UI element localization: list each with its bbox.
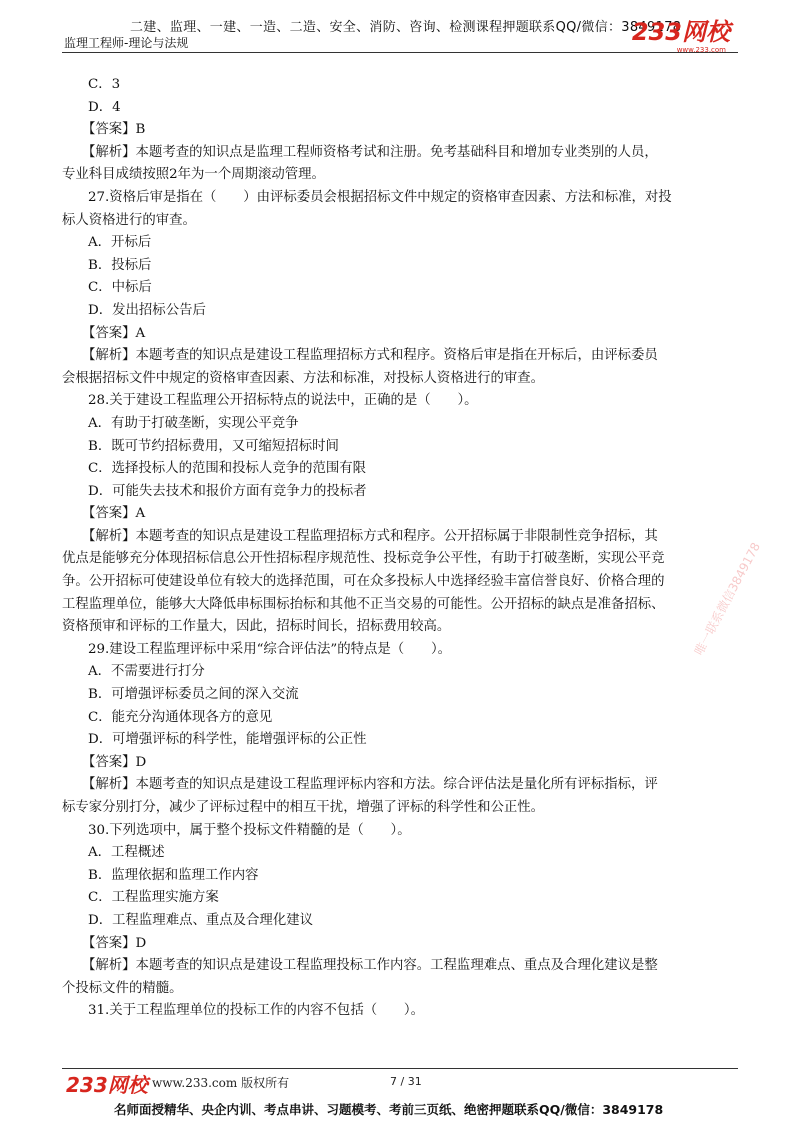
text-line: D．发出招标公告后 (88, 302, 206, 318)
document-subtitle: 监理工程师-理论与法规 (64, 36, 189, 50)
footer-divider (62, 1068, 738, 1069)
text-line: D．可增强评标的科学性，能增强评标的公正性 (88, 732, 367, 748)
text-line: A．不需要进行打分 (88, 664, 205, 680)
text-line: 30.下列选项中，属于整个投标文件精髓的是（ ）。 (88, 822, 411, 838)
text-line: 28.关于建设工程监理公开招标特点的说法中，正确的是（ ）。 (88, 393, 478, 409)
text-line: B．监理依据和监理工作内容 (88, 867, 259, 883)
text-line: 标人资格进行的审查。 (62, 212, 196, 228)
brand-logo: 233网校 (631, 18, 730, 46)
text-line: 【解析】本题考查的知识点是建设工程监理评标内容和方法。综合评估法是量化所有评标指标，评 (82, 777, 658, 793)
brand-logo-url: www.233.com (676, 46, 726, 54)
text-line: 27.资格后审是指在（ ）由评标委员会根据招标文件中规定的资格审查因素、方法和标准，对投 (88, 189, 672, 205)
text-line: C．工程监理实施方案 (88, 890, 219, 906)
text-line: B．既可节约招标费用，又可缩短招标时间 (88, 438, 339, 454)
text-line: 【解析】本题考查的知识点是建设工程监理招标方式和程序。资格后审是指在开标后，由评标委员 (82, 348, 658, 364)
text-line: A．开标后 (88, 235, 152, 251)
text-line: C．选择投标人的范围和投标人竞争的范围有限 (88, 461, 367, 477)
text-line: 专业科目成绩按照2年为一个周期滚动管理。 (62, 167, 325, 183)
text-line: B．投标后 (88, 257, 152, 273)
header-promo: 二建、监理、一建、一造、二造、安全、消防、咨询、检测课程押题联系QQ/微信：3849178 (130, 20, 682, 35)
text-line: 【答案】A (82, 325, 146, 341)
text-line: A．有助于打破垄断，实现公平竞争 (88, 415, 299, 431)
text-line: 【答案】B (82, 122, 146, 138)
text-line: C．中标后 (88, 280, 152, 296)
text-line: 工程监理单位，能够大大降低串标围标抬标和其他不正当交易的可能性。公开招标的缺点是准备招标、 (62, 596, 665, 612)
text-line: 资格预审和评标的工作量大，因此，招标时间长，招标费用较高。 (62, 619, 451, 635)
text-line: 【答案】D (82, 935, 147, 951)
text-line: 31.关于工程监理单位的投标工作的内容不包括（ ）。 (88, 1003, 424, 1019)
text-line: 【解析】本题考查的知识点是建设工程监理投标工作内容。工程监理难点、重点及合理化建议是整 (82, 958, 658, 974)
text-line: A．工程概述 (88, 845, 165, 861)
watermark: 唯一联系微信3849178 (691, 540, 764, 658)
text-line: 优点是能够充分体现招标信息公开性招标程序规范性、投标竞争公平性，有助于打破垄断，实现公平竞 (62, 551, 665, 567)
text-line: D．可能失去技术和报价方面有竞争力的投标者 (88, 483, 367, 499)
page-number: 7 / 31 (390, 1075, 422, 1088)
text-line: D．4 (88, 99, 121, 115)
text-line: C．能充分沟通体现各方的意见 (88, 709, 273, 725)
text-line: 个投标文件的精髓。 (62, 980, 183, 996)
header-divider (62, 52, 738, 53)
text-line: B．可增强评标委员之间的深入交流 (88, 687, 299, 703)
text-line: 标专家分别打分，减少了评标过程中的相互干扰，增强了评标的科学性和公正性。 (62, 800, 545, 815)
text-line: 【解析】本题考查的知识点是监理工程师资格考试和注册。免考基础科目和增加专业类别的人员， (82, 144, 658, 160)
footer-promo: 名师面授精华、央企内训、考点串讲、习题模考、考前三页纸、绝密押题联系QQ/微信：3849178 (114, 1102, 664, 1117)
footer-logo: 233网校 (66, 1073, 148, 1097)
text-line: 【答案】D (82, 754, 147, 770)
text-line: 29.建设工程监理评标中采用“综合评估法”的特点是（ ）。 (88, 641, 452, 657)
page-body (62, 74, 738, 1023)
text-line: 【解析】本题考查的知识点是建设工程监理招标方式和程序。公开招标属于非限制性竞争招标，其 (82, 528, 658, 544)
footer-copyright: www.233.com 版权所有 (152, 1076, 290, 1090)
text-line: 会根据招标文件中规定的资格审查因素、方法和标准，对投标人资格进行的审查。 (62, 370, 545, 386)
text-line: D．工程监理难点、重点及合理化建议 (88, 912, 313, 928)
text-line: 争。公开招标可使建设单位有较大的选择范围，可在众多投标人中选择经验丰富信誉良好、价格合理的 (62, 574, 665, 590)
text-line: 【答案】A (82, 506, 146, 522)
text-line: C．3 (88, 77, 121, 92)
